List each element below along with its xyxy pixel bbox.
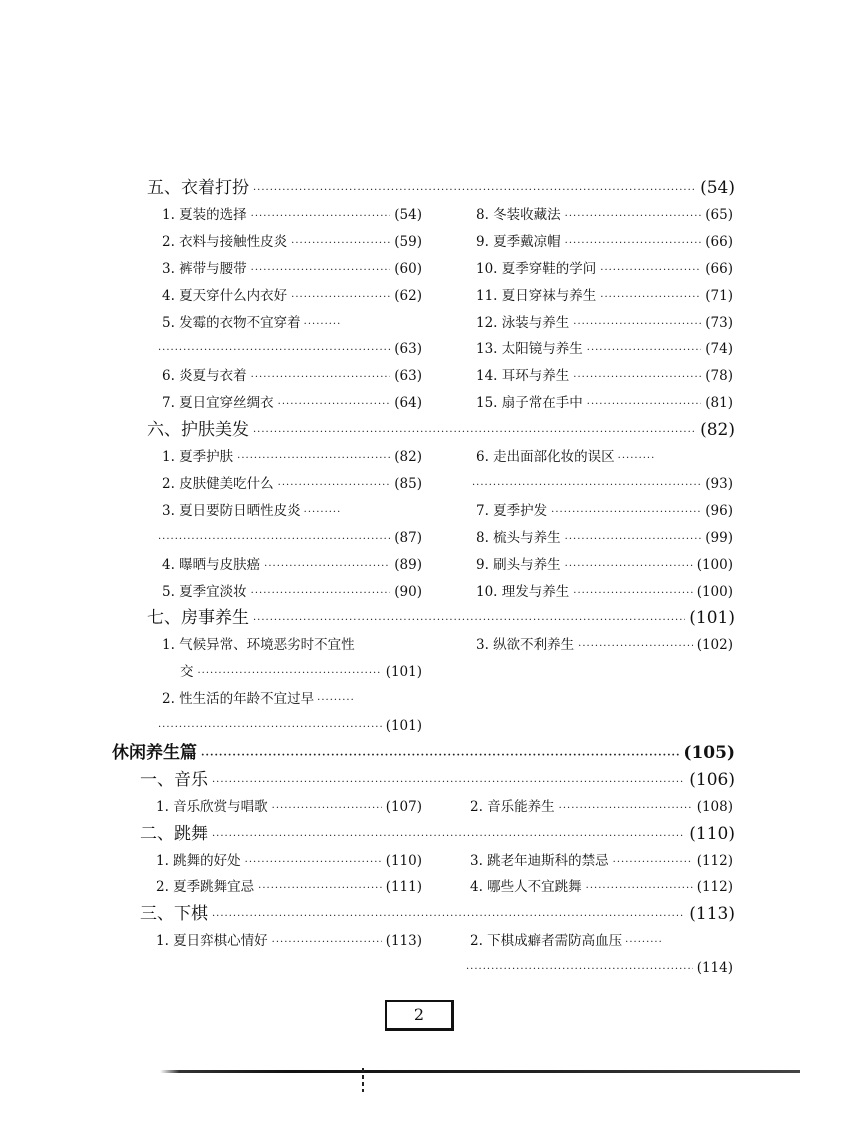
entry-page: (74) [705,341,733,358]
dot-leader [565,555,693,579]
toc-entry[interactable] [156,795,422,819]
dot-leader [158,528,390,552]
toc-entry-continued[interactable] [154,526,422,550]
entry-page: (63) [394,341,422,358]
dot-leader [466,958,693,982]
entry-page: (54) [700,178,735,198]
entry-page: (82) [700,420,735,441]
toc-entry[interactable] [162,311,422,335]
entry-title: 1. 音乐欣赏与唱歌 [156,798,268,815]
toc-entry[interactable] [162,633,422,657]
dot-leader [198,662,382,686]
toc-entry[interactable] [476,526,733,550]
entry-title: 2. 皮肤健美吃什么 [162,475,274,492]
dot-leader: ········· [303,506,342,518]
scan-edge-line [160,1070,800,1073]
entry-title: 2. 下棋成癖者需防高血压 [470,933,623,950]
toc-entry[interactable] [156,875,422,899]
dot-leader [613,851,693,875]
toc-entry[interactable] [162,445,422,469]
section-heading[interactable] [147,606,735,630]
entry-page: (93) [705,475,733,492]
toc-entry[interactable] [156,849,422,873]
entry-title: 8. 梳头与养生 [476,529,561,546]
dot-leader [578,635,693,659]
entry-page: (114) [696,960,733,977]
entry-title: 8. 冬装收藏法 [476,206,561,223]
entry-title: 5. 夏季宜淡妆 [162,583,247,600]
toc-entry[interactable] [162,580,422,604]
dot-leader [253,179,696,203]
entry-page: (101) [385,718,422,734]
dot-leader [551,501,701,525]
entry-page: (54) [394,206,422,223]
dot-leader: ········· [617,453,656,464]
toc-entry[interactable] [476,257,733,281]
entry-title: 3. 夏日要防日晒性皮炎 [162,502,301,519]
toc-entry[interactable] [162,687,422,711]
entry-title: 9. 夏季戴凉帽 [476,233,561,250]
entry-page: (63) [394,368,422,385]
dot-leader [212,771,685,795]
toc-entry[interactable] [476,391,733,415]
dot-leader [573,313,701,337]
entry-page: (113) [385,933,422,950]
entry-page: (71) [705,287,733,304]
entry-page: (89) [394,556,422,573]
toc-entry[interactable] [162,364,422,388]
dot-leader [472,474,701,498]
entry-page: (87) [394,529,422,546]
toc-entry-continued[interactable] [462,956,733,980]
entry-title: 二、跳舞 [140,823,208,844]
entry-title: 休闲养生篇 [112,742,197,763]
entry-page: (110) [689,823,735,844]
section-heading[interactable] [140,902,735,926]
toc-entry[interactable] [476,311,733,335]
section-heading[interactable] [140,822,735,846]
entry-title: 2. 衣料与接触性皮炎 [162,233,288,250]
toc-entry-continued[interactable] [180,660,422,684]
entry-page: (101) [689,608,735,629]
entry-page: (113) [689,904,735,925]
entry-title: 3. 跳老年迪斯科的禁忌 [470,852,609,869]
entry-title: 3. 裤带与腰带 [162,260,247,277]
entry-page: (102) [696,637,733,654]
entry-title: 1. 夏季护肤 [162,449,234,465]
entry-title: 一、音乐 [140,769,208,790]
dot-leader [565,528,702,552]
entry-title: 七、房事养生 [147,608,249,629]
entry-page: (66) [705,233,733,250]
dot-leader [245,851,382,875]
entry-title: 7. 夏日宜穿丝绸衣 [162,395,274,412]
dot-leader [251,205,391,229]
entry-title: 1. 夏装的选择 [162,206,247,223]
entry-title: 2. 性生活的年龄不宜过早 [162,691,315,708]
entry-page: (107) [385,798,422,815]
entry-title: 14. 耳环与养生 [476,368,570,385]
toc-entry[interactable] [476,284,733,308]
dot-leader [158,339,390,363]
entry-page: (105) [683,742,735,763]
dot-leader [587,339,702,363]
toc-entry[interactable] [470,875,733,899]
entry-title: 4. 哪些人不宜跳舞 [470,879,582,896]
entry-page: (64) [394,395,422,412]
entry-page: (78) [705,368,733,385]
dot-leader [272,797,382,821]
entry-page: (100) [696,583,733,600]
entry-page: (99) [705,529,733,546]
section-heading[interactable] [147,176,735,200]
entry-page: (82) [394,449,422,465]
dot-leader [251,259,391,283]
dot-leader [600,259,701,283]
dot-leader [253,609,685,633]
toc-entry[interactable] [162,499,422,523]
dot-leader [251,582,391,606]
page-number: 2 [385,1000,454,1031]
entry-page: (100) [696,556,733,573]
entry-title: 12. 泳装与养生 [476,314,570,331]
entry-title: 2. 音乐能养生 [470,798,555,815]
dot-leader [586,877,693,901]
toc-entry[interactable] [162,284,422,308]
entry-title: 五、衣着打扮 [147,178,249,198]
dot-leader [251,366,391,390]
entry-page: (66) [705,260,733,277]
entry-title: 9. 刷头与养生 [476,556,561,573]
entry-page: (85) [394,475,422,492]
entry-title: 11. 夏日穿袜与养生 [476,287,597,304]
toc-entry[interactable] [476,445,733,469]
entry-page: (73) [705,314,733,331]
dot-leader [559,797,693,821]
entry-title: 2. 夏季跳舞宜忌 [156,879,255,896]
entry-title: 6. 走出面部化妆的误区 [476,449,615,465]
entry-title: 4. 曝晒与皮肤癌 [162,556,261,573]
dot-leader [291,232,390,256]
entry-title: 3. 纵欲不利养生 [476,637,575,654]
toc-entry[interactable] [476,553,733,577]
dot-leader [573,366,701,390]
entry-title: 4. 夏天穿什么内衣好 [162,287,288,304]
toc-entry[interactable] [162,203,422,227]
dot-leader [278,474,391,498]
toc-entry[interactable] [162,472,422,496]
toc-entry[interactable] [162,391,422,415]
dot-leader [253,421,696,445]
dot-leader [201,744,679,768]
entry-page: (65) [705,206,733,223]
entry-title: 三、下棋 [140,904,208,925]
dot-leader [158,716,382,740]
dot-leader [237,447,390,471]
entry-title: 1. 气候异常、环境恶劣时不宜性 [162,637,355,654]
entry-page: (111) [385,879,422,896]
toc-entry[interactable] [470,929,733,953]
entry-page: (112) [696,879,733,896]
entry-page: (60) [394,260,422,277]
entry-page: (108) [696,798,733,815]
entry-title: 1. 夏日弈棋心情好 [156,933,268,950]
entry-title: 10. 理发与养生 [476,583,570,600]
dot-leader [264,555,390,579]
toc-entry[interactable] [162,257,422,281]
toc-entry[interactable] [476,364,733,388]
toc-entry-continued[interactable] [154,337,422,361]
dot-leader [212,825,685,849]
entry-title: 13. 太阳镜与养生 [476,341,583,358]
toc-entry[interactable] [470,795,733,819]
entry-title-continued: 交 [180,664,194,681]
entry-page: (81) [705,395,733,412]
dot-leader [258,877,382,901]
dot-leader [278,393,391,417]
toc-entry[interactable] [156,929,422,953]
toc-entry[interactable] [476,230,733,254]
toc-entry-continued[interactable] [468,472,733,496]
entry-title: 15. 扇子常在手中 [476,395,583,412]
entry-page: (110) [385,852,422,869]
toc-entry[interactable] [476,337,733,361]
toc-entry[interactable] [476,633,733,657]
section-heading[interactable] [140,768,735,792]
toc-entry-continued[interactable] [154,714,422,738]
entry-title: 7. 夏季护发 [476,502,548,519]
entry-page: (59) [394,233,422,250]
toc-entry[interactable] [476,580,733,604]
dot-leader [212,905,685,929]
toc-entry[interactable] [470,849,733,873]
dot-leader [291,286,390,310]
toc-entry[interactable] [476,203,733,227]
entry-page: (112) [696,852,733,869]
entry-title: 5. 发霉的衣物不宜穿着 [162,314,301,331]
entry-page: (106) [689,769,735,790]
scan-mark [362,1068,364,1092]
entry-page: (90) [394,583,422,600]
dot-leader [573,582,692,606]
dot-leader: ········· [625,937,663,949]
toc-entry[interactable] [162,230,422,254]
dot-leader [600,286,701,310]
section-heading[interactable] [112,741,735,765]
entry-title: 六、护肤美发 [147,420,249,441]
dot-leader [587,393,702,417]
entry-page: (101) [385,664,422,681]
dot-leader [565,232,702,256]
entry-title: 1. 跳舞的好处 [156,852,241,869]
dot-leader: ········· [303,318,342,330]
section-heading[interactable] [147,418,735,442]
entry-title: 6. 炎夏与衣着 [162,368,247,385]
entry-page: (96) [705,502,733,519]
entry-title: 10. 夏季穿鞋的学问 [476,260,597,277]
dot-leader [565,205,702,229]
toc-entry[interactable] [162,553,422,577]
toc-entry[interactable] [476,499,733,523]
entry-page: (62) [394,287,422,304]
dot-leader [272,931,382,955]
dot-leader: ········· [317,695,355,707]
